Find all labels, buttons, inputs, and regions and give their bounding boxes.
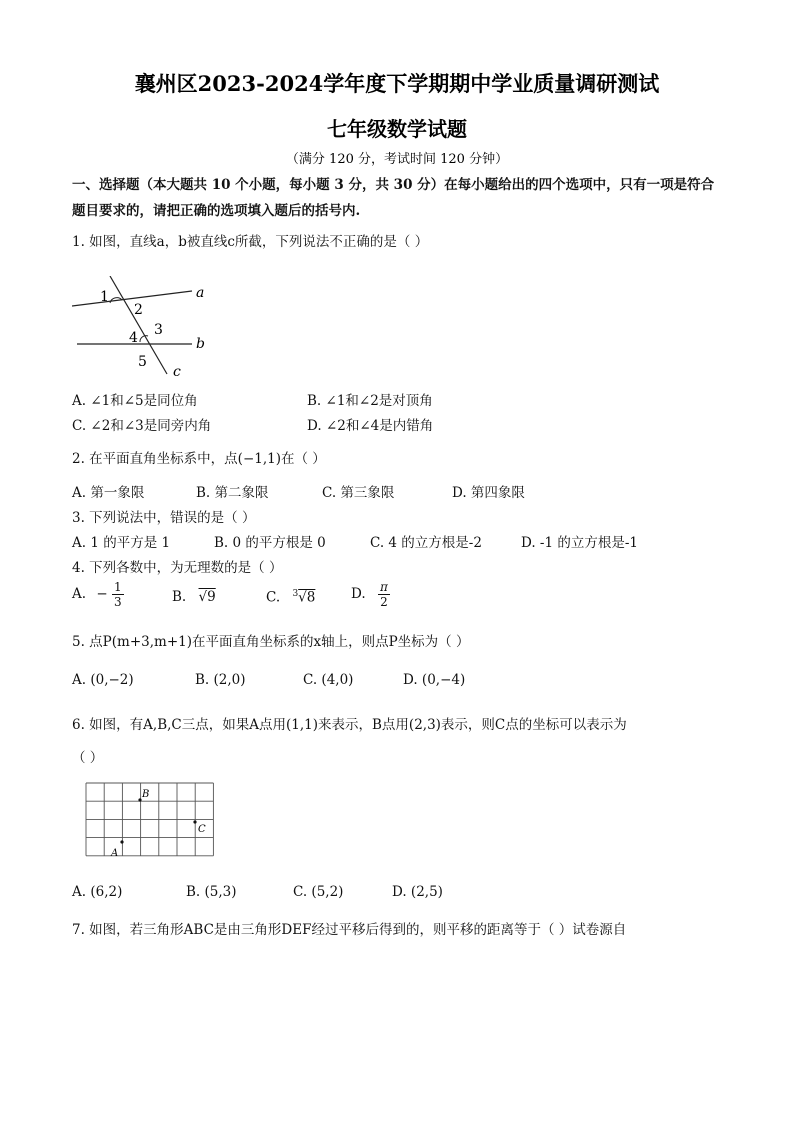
q1-option-c: C. ∠2和∠3是同旁内角 (72, 418, 212, 434)
q4-b-label: B. (172, 589, 187, 605)
fig-label-c: c (173, 364, 181, 380)
q1-figure-lines (72, 276, 222, 380)
q2-option-c: C. 第三象限 (322, 485, 395, 501)
q6-option-c: C. (5,2) (293, 884, 344, 900)
q7-stem: 7. 如图，若三角形ABC是由三角形DEF经过平移后得到的，则平移的距离等于（ ）试卷源自 (72, 922, 627, 938)
q4-b-expr: √9 (198, 589, 216, 605)
grid-label-B: B (142, 789, 150, 800)
q6-grid-figure (85, 782, 215, 862)
q4-a-fraction (112, 580, 124, 609)
q4-d-den: 2 (380, 595, 388, 609)
q6-stem: 6. 如图，有A,B,C三点，如果A点用(1,1)来表示，B点用(2,3)表示，则C点的坐标可以表示为 (72, 717, 627, 733)
q3-option-c: C. 4 的立方根是-2 (370, 535, 482, 551)
q4-c-label: C. (266, 589, 281, 606)
q4-a-sign: − (96, 586, 108, 602)
q6-stem-cont: （ ） (72, 750, 104, 766)
fig-label-2: 2 (134, 302, 143, 318)
point-C (193, 820, 196, 823)
q5-stem: 5. 点P(m+3,m+1)在平面直角坐标系的x轴上，则点P坐标为（ ） (72, 634, 470, 650)
q4-a-label: A. (72, 586, 87, 602)
q2-option-d: D. 第四象限 (452, 485, 525, 501)
q3-option-d: D. -1 的立方根是-1 (521, 535, 639, 551)
grid-label-C: C (198, 824, 206, 835)
grid-label-A: A (111, 848, 119, 859)
q4-option-b (172, 589, 216, 605)
q4-option-c (266, 589, 315, 606)
exam-note: （满分 120 分，考试时间 120 分钟） (285, 152, 509, 167)
q2-option-a: A. 第一象限 (72, 485, 145, 501)
q4-option-a (72, 580, 124, 609)
q4-d-label: D. (351, 586, 366, 602)
q5-option-b: B. (2,0) (195, 672, 246, 688)
q5-option-a: A. (0,−2) (72, 672, 134, 688)
section-intro-line2: 题目要求的，请把正确的选项填入题后的括号内. (72, 203, 361, 219)
fig-label-3: 3 (154, 322, 163, 338)
q6-option-b: B. (5,3) (186, 884, 237, 900)
q2-option-b: B. 第二象限 (196, 485, 269, 501)
q3-option-a: A. 1 的平方是 1 (72, 535, 171, 551)
q5-option-d: D. (0,−4) (403, 672, 466, 688)
q4-stem: 4. 下列各数中，为无理数的是（ ） (72, 560, 283, 576)
exam-title: 襄州区2023-2024学年度下学期期中学业质量调研测试 (134, 71, 660, 96)
q4-c-index: 3 (292, 589, 299, 599)
q4-option-d (351, 580, 390, 609)
q4-a-den: 3 (113, 595, 122, 609)
q1-option-d: D. ∠2和∠4是内错角 (307, 418, 434, 434)
q6-option-a: A. (6,2) (72, 884, 123, 900)
fig-label-a: a (196, 285, 205, 301)
q6-option-d: D. (2,5) (392, 884, 443, 900)
fig-label-5: 5 (138, 354, 147, 370)
exam-subtitle: 七年级数学试题 (327, 117, 467, 141)
q4-d-fraction (378, 580, 390, 609)
q1-stem: 1. 如图，直线a，b被直线c所截，下列说法不正确的是（ ） (72, 234, 429, 250)
q3-option-b: B. 0 的平方根是 0 (214, 535, 326, 551)
q4-d-num: π (379, 580, 388, 594)
q2-stem: 2. 在平面直角坐标系中，点(−1,1)在（ ） (72, 451, 326, 467)
q3-stem: 3. 下列说法中，错误的是（ ） (72, 510, 256, 526)
q1-option-b: B. ∠1和∠2是对顶角 (307, 393, 433, 409)
q1-option-a: A. ∠1和∠5是同位角 (72, 393, 198, 409)
point-A (120, 840, 123, 843)
fig-label-4: 4 (129, 330, 138, 346)
line-a (72, 291, 192, 306)
q4-c-expr: √8 (298, 589, 316, 606)
section-intro-line1: 一、选择题（本大题共 10 个小题，每小题 3 分，共 30 分）在每小题给出的四个选项中，只有一项是符合 (72, 177, 715, 193)
q5-option-c: C. (4,0) (303, 672, 354, 688)
fig-label-b: b (196, 336, 205, 352)
fig-label-1: 1 (100, 289, 109, 305)
q4-a-num: 1 (113, 580, 122, 594)
